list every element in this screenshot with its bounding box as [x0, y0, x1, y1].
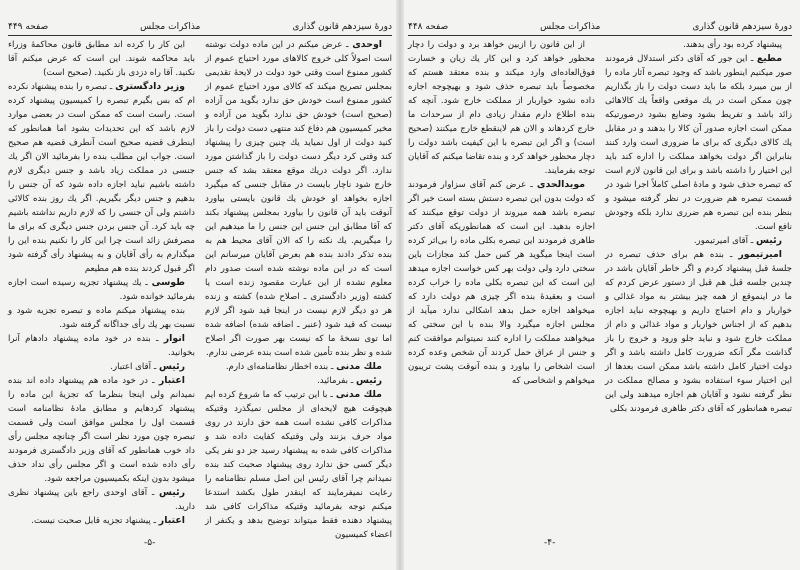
- speaker-name: انوار: [163, 333, 185, 344]
- speech-paragraph: [408, 38, 595, 178]
- speech-text: این کار را کرده اند مطابق قانون محاکمهٔ وزراء باید محاکمه شوند. این است که عرض میکنم آقا نکنید. آقا راه دزدی باز نکنید. (صحیح است): [8, 40, 195, 78]
- running-title: مذاکرات مجلس: [140, 22, 201, 32]
- text-column: [408, 38, 595, 524]
- speech-paragraph: [8, 360, 195, 374]
- speech-text: ـ یك پیشنهاد تجزیه رسیده است اجازه بفرمائید خوانده شود.: [8, 278, 195, 302]
- page-header: [408, 16, 792, 36]
- text-column: [605, 38, 792, 524]
- speech-paragraph: [8, 332, 195, 360]
- page-449: [4, 0, 396, 570]
- speaker-name: طوسی: [151, 277, 185, 288]
- running-title: مذاکرات مجلس: [540, 22, 601, 32]
- speech-paragraph: [8, 38, 195, 80]
- speech-text: ـ بنده در خود ماده پیشنهاد دادهام آنرا بخوانید.: [8, 334, 195, 358]
- speech-paragraph: [8, 276, 195, 304]
- page-footer-number: -۴-: [544, 538, 556, 548]
- session-title: دورهٔ سیزدهم قانون گذاری: [292, 22, 392, 32]
- speaker-name: رئیس: [356, 375, 382, 386]
- speech-paragraph: [8, 514, 195, 528]
- speaker-name: رئیس: [159, 361, 185, 372]
- speech-paragraph: [605, 38, 792, 52]
- page-header: [8, 16, 392, 36]
- speech-text: ـ در خود ماده هم پیشنهاد داده اند بنده نمیدانم ولی اینجا بنظرما که تجزیهٔ این ماده را پیشنهاد کردهایم و مطابق مادهٔ نظامنامه است قسمت اول را مجلس موافق است ولی قسمت تبصره چون مورد نظر است اگر چنانچه مجلس رأی داد خوب همانطور که آقای وزیر دادگستری فرمودند رأی داده شده است و اگر مجلس رأی نداد حذف میشود بدون اینکه بکمیسیون مراجعه شود.: [8, 376, 195, 484]
- speaker-name: امیرتیمور: [738, 249, 782, 260]
- speech-text: ـ این جور که آقای دکتر استدلال فرمودند صور میکنیم اینطور باشد که وجود تبصره آثار ماده را از بین میبرد بلکه ما باید دست دولت را باز بگذاریم چون ممکن است در یك موقعی واقعاً یك کالاهائی زائد باشد و تفریط بشود وضایع بشود درصورتیکه ممکن است اجازه صدور آن کالا را بدهند و در مقابل یك کالای دیگری که برای ما ضروری است وارد کنند بنابراین اگر دولت بخواهد مملکت را اداره کند باید این اختیار را داشته باشد و برای این قانون لازم است که تبصره حذف شود و مادهٔ اصلی کاملاً اجرا شود در قسمت تبصره هم ضرورت در نظر گرفته میشود و بنظر بنده این تبصره هم ضرری ندارد بلکه وجودش نافع است.: [605, 54, 792, 232]
- text-column: [8, 38, 195, 524]
- speech-paragraph: [8, 80, 195, 276]
- speech-paragraph: [205, 388, 392, 542]
- speaker-name: رئیس: [756, 235, 782, 246]
- speech-paragraph: [408, 178, 595, 388]
- speech-paragraph: [8, 374, 195, 486]
- speech-text: ـ بنده هم برای حذف تبصره در جلسهٔ قبل پیشنهاد کردم و اگر خاطر آقایان باشد در چندین جلسه قبل هم قبل از دستور عرض کردم که ما در اینموقع از همه چیز بیشتر به مواد غذائی و خواربار و دام احتیاج داریم و بهیچوجه نباید اجازه بدهیم که از اجناس خواربار و مواد غذائی و دام از مملکت خارج شود و نباید جلو ورود و خروج را باز گذاشت مگر آنکه ضرورت کامل داشته باشد و اگر دولت اختیار کامل داشته باشد ممکن است بعدها از این اختیار سوء استفاده بشود و مصالح مملکت در نظر گرفته نشود و آقایان هم اجازه میدهند ولی این تبصره همانطور که آقای دکتر طاهری فرمودند بکلی: [605, 250, 792, 414]
- speech-text: ـ آقای اوحدی راجع باین پیشنهاد نظری دارید.: [8, 488, 195, 512]
- speaker-name: ملك مدنی: [336, 361, 382, 372]
- speaker-name: رئیس: [159, 487, 186, 498]
- speaker-name: ملك مدنی: [335, 389, 382, 400]
- speaker-name: اعتبار: [158, 515, 185, 526]
- speech-text: ـ پیشنهاد تجزیه قابل صحبت نیست.: [31, 516, 157, 526]
- speech-text: پیشنهاد کرده بود رأی بدهند.: [683, 40, 782, 50]
- speech-paragraph: [205, 360, 392, 374]
- speech-text: ـ بفرمائید.: [317, 376, 354, 386]
- speech-text: ـ عرض کنم آقای سزاوار فرمودند که دولت بدون این تبصره دستش بسته است خیر اگر تبصره باشد همه میروند از دولت توقع میکنند که اجازه بدهید. این است که همانطوریکه آقای دکتر طاهری فرمودند این تبصره بکلی ماده را بی‌اثر کرده است اینجا میگوید هر کس حمل کند مجازات باین سختی دارد ولی دولت بهر کس خواست اجازه میدهد این است که این تبصره بکلی ماده را خراب کرده است و بعقیدهٔ بنده اگر چیزی هم دولت دارد که میخواهد اجازه حمل بدهد اشکالی ندارد میآید از مجلس اجازه میگیرد والا بنده با این سختی که میخواهند مملکت را اداره کنند نمیتوانم موافقت کنم و جنس از عراق حمل کردند آن شخص وعده کرده است اشخاص را بیاورد و بنده آنوقت پشت تریبون میخواهم و اشخاصی که: [408, 180, 595, 386]
- speaker-name: وزیر دادگستری: [115, 81, 185, 92]
- speaker-name: مویدالحدی: [536, 179, 586, 190]
- book-spine: [396, 0, 404, 570]
- speech-text: ـ بنده اخطار نظامنامه‌ای دارم.: [225, 362, 334, 372]
- page-448: [404, 0, 796, 570]
- speech-paragraph: [205, 374, 392, 388]
- speech-text: ـ آقای اعتبار.: [110, 362, 157, 372]
- speech-text: ـ تبصره را بنده پیشنهاد نکرده ام که بس بگیرم تبصره را کمیسیون پیشنهاد کرده است. راست است که ممکن است در بعضی موارد لازم باشد که این تحدیدات بشود اما همانطور که اینطرف قضیه صحیح است آنطرف قضیه هم صحیح است. جواب این مطلب بنده را بفرمائید الان اگر یك جنسی در مملکت زیاد باشد و جنس دیگری لازم داشته باشیم نباید اجازه داده شود که آن جنس را بدهیم و جنس دیگر بگیریم. اگر یك روز بنده کالائی داشتم ولی آن جنسی را که لازم داریم نداشته باشیم چه باید کرد. آن جنس بردن جنس دیگری که برای ما مصرفش زائد است چرا این کار را نکنیم بنده این را میگذارم به رأی آقایان و به پیشنهاد رأی گرفته شود اگر قبول کردند بنده هم مطیعم: [8, 82, 195, 274]
- speech-text: از این قانون را ازبین خواهد برد و دولت را دچار محظور خواهد کرد و این کار یك زیان و خسارت فوق‌العاده‌ای وارد میکند و بنده معتقد هستم که مخصوصاً باید تبصره حذف شود و بهیچوجه اجازه داده نشود خواربار از مملکت خارج شود. آنچه که بنده اطلاع دارم مقدار زیادی دام از سرحدات ما خارج کردهاند و الان هم لاینقطع خارج میکنند (صحیح است) و اگر این تبصره با این کیفیت باشد دولت را دچار محظور خواهد کرد و بنده تقاضا میکنم که آقایان توجه بفرمایند.: [408, 40, 595, 176]
- speaker-name: مطیع: [756, 53, 782, 64]
- speaker-name: اوحدی: [352, 39, 382, 50]
- session-title: دورهٔ سیزدهم قانون گذاری: [692, 22, 792, 32]
- page-footer-number: -۵-: [144, 538, 156, 548]
- speech-text: ـ آقای امیرتیمور.: [693, 236, 754, 246]
- speech-text: ـ با این ترتیب که ما شروع کرده ایم هیچوقت هیچ لایحه‌ای از مجلس نمیگذرد وقتیکه مذاکرات کافی نشده است همه حق دارند در روی مواد حرف بزنند ولی وقتیکه کفایت داده شد و مذاکرات کافی شده به پیشنهاد رسید جز دو نفر یکی دیگر کسی حق ندارد روی پیشنهاد صحبت کند بنده نمیدانم چرا آقای رئیس این اصل مسلم نظامنامه را رعایت نمیفرمایند که اینقدر طول بکشد استدعا میکنم توجه بفرمائید وقتیکه مذاکرات کافی شد پیشنهاد دهنده فقط میتواند توضیح بدهد و یکنفر از اعضاء کمیسیون: [205, 390, 392, 540]
- page-number-label: صفحه ۴۴۸: [408, 22, 449, 32]
- speech-paragraph: [8, 486, 195, 514]
- speech-paragraph: [205, 38, 392, 360]
- speech-text: ـ عرض میکنم در این ماده دولت نوشته است اصولاً کلی خروج کالاهای مورد احتیاج عموم از کشور ممنوع است وقتی خود دولت در لایحهٔ تقدیمی بمجلس تصریح میکند که کالای مورد احتیاج عموم از کشور ممنوع است خودش حق ندارد بگوید من آزاده (صحیح است) خودش حق ندارد بگوید من آزاده و مخیر کمیسیون هم دفاع کند منتهی دست دولت را باز کنید دولت از اول نمیاید یك چنین چیزی را پیشنهاد کند وقتی کرد دیگر دست دولت را باز گذاشتن مورد ندارد. اگر دولت دریك موقع معتقد بشد که جنس خارج شود ناچار بایست در مقابل جنسی که میگیرد اجازه بخواهد او خودش یك قانون بایستی بیاورد آنوقت باید آن قانون را بیاورد بمجلس پیشنهاد بکند که آقا مطابق این جنس این جنس را ما میدهیم این را میگیریم. یك نکته را که الان آقای محیط هم به بنده تذکر دادند بنده هم بعرض آقایان میرسانم این است که در این ماده نوشته شده است صدور دام معلوم نشده از این عبارت مقصود زنده است یا کشته (وزیر دادگستری ـ اصلاح شده) کشته و زنده هر دو دیگر لازم نیست در اینجا قید شود اگر لازم نیست که قید شود (عنبر ـ اضافه شده) اضافه شده اما توی نسخهٔ ما که نیست بهر صورت اگر اصلاح شده و نظر بنده تأمین شده است بنده عرضی ندارم.: [205, 40, 392, 358]
- speech-paragraph: [605, 234, 792, 248]
- speaker-name: اعتبار: [158, 375, 186, 386]
- speech-text: بنده پیشنهاد میکنم ماده و تبصره تجزیه شود و نسبت بهر یك رأی جداگانه گرفته شود.: [8, 306, 195, 330]
- page-number-label: صفحه ۴۴۹: [8, 22, 49, 32]
- speech-paragraph: [605, 248, 792, 416]
- speech-paragraph: [8, 304, 195, 332]
- text-column: [205, 38, 392, 540]
- speech-paragraph: [605, 52, 792, 234]
